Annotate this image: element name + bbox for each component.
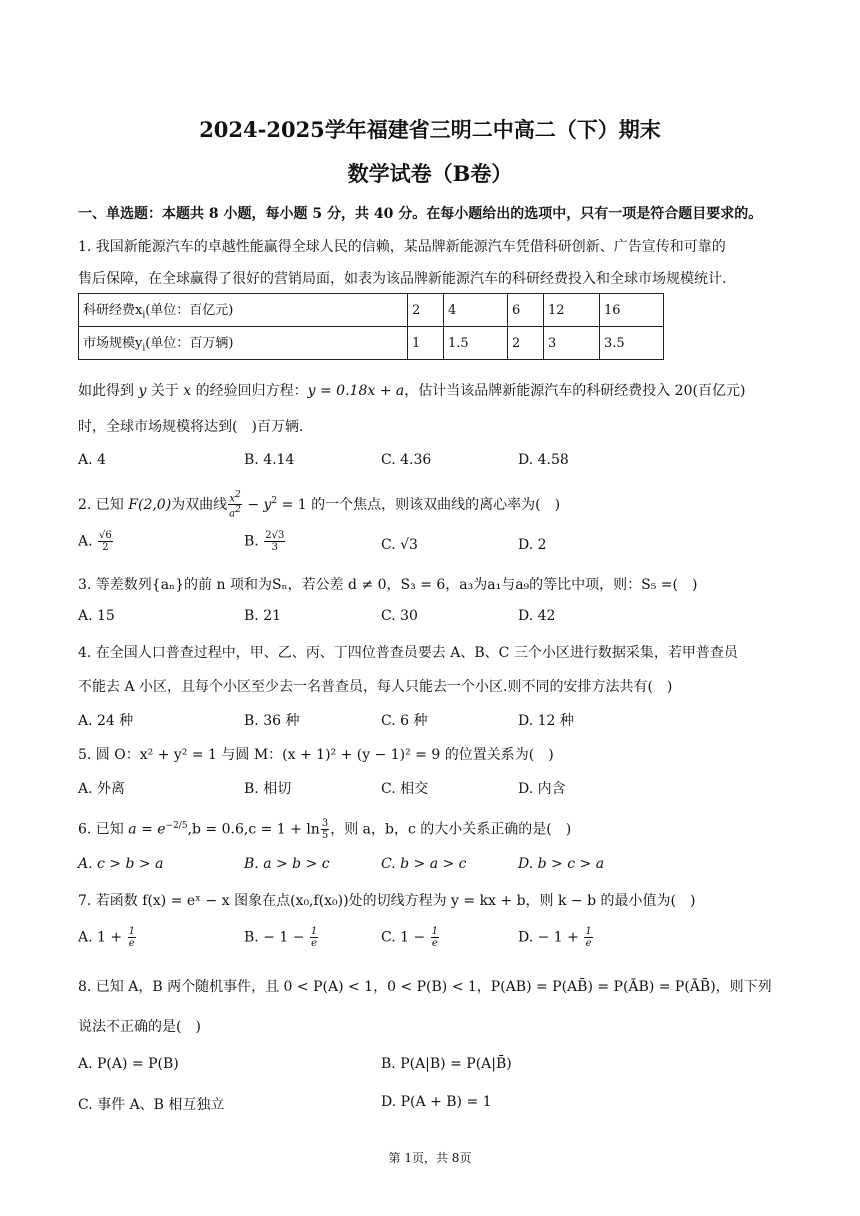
q2-option-c: C. √3 (381, 537, 418, 553)
page-title: 2024-2025学年福建省三明二中高二（下）期末 (199, 117, 661, 142)
q4-option-c: C. 6 种 (381, 713, 428, 729)
q8-line2: 说法不正确的是( ) (78, 1019, 201, 1035)
q5-option-b: B. 相切 (244, 781, 292, 797)
q5-option-a: A. 外离 (78, 781, 126, 797)
table-row (79, 294, 664, 327)
q8-line1: 8. 已知 A，B 两个随机事件，且 0 < P(A) < 1，0 < P(B) < 1，P(AB) = P(AB̄) = P(ĀB) = P(ĀB̄)，则下列 (78, 979, 772, 995)
q4-option-a: A. 24 种 (78, 713, 134, 729)
q7-option-a: A. 1 + $\frac{1}{e}$ (78, 926, 135, 949)
q1-line2: 售后保障，在全球赢得了很好的营销局面，如表为该品牌新能源汽车的科研经费投入和全球市场规模统计. (78, 271, 727, 287)
q1-option-c: C. 4.36 (381, 452, 432, 468)
table-cell: 1.5 (444, 327, 508, 360)
q1-line3: 如此得到 y 关于 x 的经验回归方程：y = 0.18x + a，估计当该品牌新能源汽车的科研经费投入 20(百亿元) (78, 383, 746, 399)
q4-line1: 4. 在全国人口普查过程中，甲、乙、丙、丁四位普查员要去 A、B、C 三个小区进行数据采集，若甲普查员 (78, 645, 738, 661)
table-cell: 3.5 (600, 327, 664, 360)
q8-option-c: C. 事件 A、B 相互独立 (78, 1097, 225, 1113)
q3-option-c: C. 30 (381, 608, 418, 624)
table-row (79, 327, 664, 360)
q1-line1: 1. 我国新能源汽车的卓越性能赢得全球人民的信赖，某品牌新能源汽车凭借科研创新、广告宣传和可靠的 (78, 239, 726, 255)
q2-option-a: A. $\frac{√6}{2}$ (78, 530, 112, 553)
table-cell: 4 (444, 294, 508, 327)
q4-line2: 不能去 A 小区，且每个小区至少去一名普查员，每人只能去一个小区.则不同的安排方法共有( ) (78, 679, 673, 695)
q8-option-b: B. P(A|B) = P(A|B̄) (381, 1056, 512, 1072)
q7-stem: 7. 若函数 f(x) = eˣ − x 图象在点(x₀,f(x₀))处的切线方程为 y = kx + b，则 k − b 的最小值为( ) (78, 893, 696, 909)
q4-option-d: D. 12 种 (518, 713, 574, 729)
q8-option-a: A. P(A) = P(B) (78, 1056, 179, 1072)
q7-option-c: C. 1 − $\frac{1}{e}$ (381, 926, 439, 949)
q2-option-d: D. 2 (518, 537, 547, 553)
q1-line4: 时，全球市场规模将达到( )百万辆. (78, 419, 304, 435)
q3-option-b: B. 21 (244, 608, 282, 624)
table-cell-label: 市场规模$y_i$(单位：百万辆) (79, 327, 408, 360)
table-cell: 12 (544, 294, 600, 327)
q6-option-c: C. b > a > c (381, 856, 467, 872)
q7-option-b: B. − 1 − $\frac{1}{e}$ (244, 926, 318, 949)
table-cell: 3 (544, 327, 600, 360)
q2-option-b: B. $\frac{2√3}{3}$ (244, 530, 285, 553)
q1-option-b: B. 4.14 (244, 452, 295, 468)
q5-stem: 5. 圆 O：x² + y² = 1 与圆 M：(x + 1)² + (y − 1)² = 9 的位置关系为( ) (78, 747, 554, 763)
q4-option-b: B. 36 种 (244, 713, 300, 729)
table-cell: 2 (508, 327, 544, 360)
q6-option-b: B. a > b > c (244, 856, 330, 872)
page-footer: 第 1页，共 8页 (388, 1151, 472, 1165)
q3-stem: 3. 等差数列{aₙ}的前 n 项和为Sₙ，若公差 d ≠ 0，S₃ = 6，a₃为a₁与a₉的等比中项，则：S₅ =( ) (78, 577, 698, 593)
q1-data-table (78, 293, 664, 360)
q6-option-d: D. b > c > a (518, 856, 605, 872)
q5-option-d: D. 内含 (518, 781, 566, 797)
q6-stem: 6. 已知 $a = e^{-2/5},b = 0.6,c = 1 + \ln$ $\frac{3}{5}$ ，则 a，b，c 的大小关系正确的是( ) (78, 818, 572, 841)
table-cell: 2 (408, 294, 444, 327)
q8-option-d: D. P(A + B) = 1 (381, 1094, 492, 1110)
table-cell: 6 (508, 294, 544, 327)
q6-option-a: A. c > b > a (78, 856, 164, 872)
q1-option-d: D. 4.58 (518, 452, 569, 468)
page-subtitle: 数学试卷（B卷） (347, 161, 513, 186)
q1-option-a: A. 4 (78, 452, 106, 468)
table-cell: 1 (408, 327, 444, 360)
regression-equation: y = 0.18x + a (307, 383, 405, 399)
q2-stem: 2. 已知 F(2,0)为双曲线 $\frac{x^2}{a^2}$ − $y^2 = 1$ 的一个焦点，则该双曲线的离心率为( ) (78, 490, 561, 520)
q5-option-c: C. 相交 (381, 781, 429, 797)
table-cell-label: 科研经费$x_i$(单位：百亿元) (79, 294, 408, 327)
q3-option-a: A. 15 (78, 608, 115, 624)
table-cell: 16 (600, 294, 664, 327)
q3-option-d: D. 42 (518, 608, 556, 624)
q7-option-d: D. − 1 + $\frac{1}{e}$ (518, 926, 592, 949)
section-heading: 一、单选题：本题共 8 小题，每小题 5 分，共 40 分。在每小题给出的选项中，只有一项是符合题目要求的。 (78, 206, 763, 222)
